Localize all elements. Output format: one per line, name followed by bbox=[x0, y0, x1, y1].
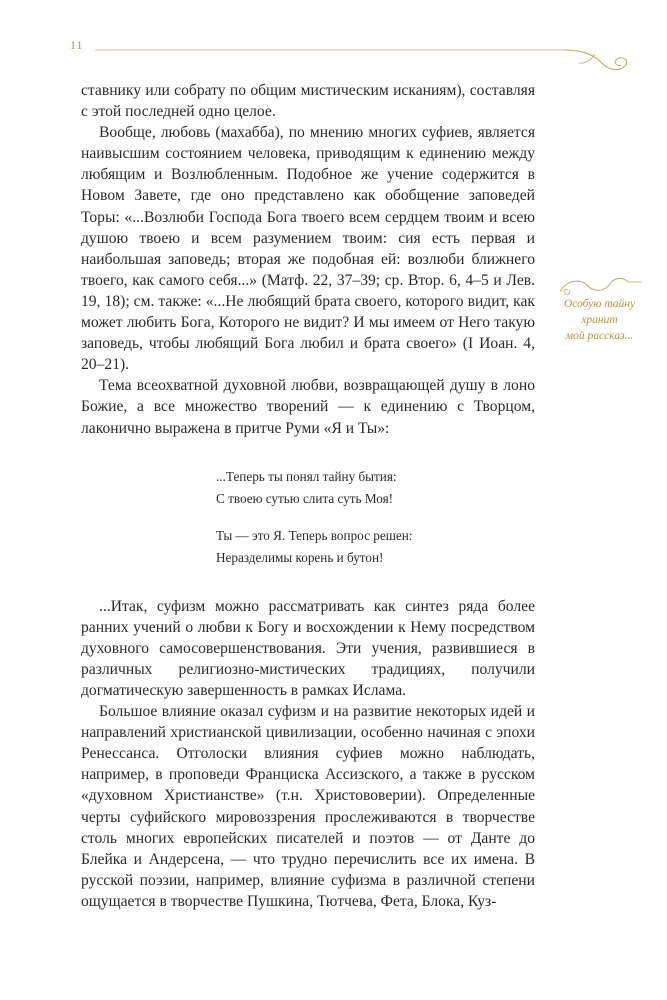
paragraph: ставнику или собрату по общим мистическим исканиям), составляя с этой последней одно целое. bbox=[81, 82, 535, 121]
main-text bbox=[81, 80, 535, 912]
paragraph: Большое влияние оказал суфизм и на развитие некоторых идей и направлений христианской цивилизации, особенно начиная с эпохи Ренессанса. Отголоски влияния суфиев можно наблюдать, например, в проповеди Франциска Ассизского, а также в русском «духовном Христианстве» (т.н. Христововерии). Определенные черты суфийского мировоззрения прослеживаются в творчестве столь многих европейских писателей и поэтов — от Данте до Блейка и Андерсена, — что трудно перечислить все их имена. В русской поэзии, например, влияние суфизма в различной степени ощущается в творчестве Пушкина, Тютчева, Фета, Блока, Куз- bbox=[81, 703, 535, 910]
poem-stanza bbox=[216, 525, 535, 570]
page-number: 11 bbox=[70, 38, 84, 52]
margin-note-line: мой рассказ... bbox=[565, 330, 634, 342]
margin-note bbox=[552, 296, 647, 344]
poem-stanza bbox=[216, 466, 535, 511]
margin-note-line: Особую тайну bbox=[563, 298, 636, 310]
paragraph: Вообще, любовь (махабба), по мнению многих суфиев, является наивысшим состоянием человека, приводящим к единению между любящим и Возлюбленным. Подобное же учение содержится в Новом Завете, где оно представлено как обобщение заповедей Торы: «...Возлюби Господа Бога твоего всем сердцем твоим и всею душою твоею и всем разумением твоим: сия есть первая и наибольшая заповедь; вторая же подобная ей: возлюби ближнего твоего, как самого себя...» (Матф. 22, 37–39; ср. Втор. 6, 4–5 и Лев. 19, 18); см. также: «...Не любящий брата своего, которого видит, как может любить Бога, Которого не видит? И мы имеем от Него такую заповедь, чтобы любящий Бога любил и брата своего» (I Иоан. 4, 20–21). bbox=[81, 124, 535, 374]
poem-line: Неразделимы корень и бутон! bbox=[216, 550, 384, 566]
poem-line: С твоею сутью слита суть Моя! bbox=[216, 491, 394, 507]
paragraph: ...Итак, суфизм можно рассматривать как синтез ряда более ранних учений о любви к Богу и восхождении к Нему посредством духовного самосовершенствования. Эти учения, развившиеся в различных религиозно-мистических традициях, получили догматическую завершенность в рамках Ислама. bbox=[81, 597, 535, 699]
paragraph: Тема всеохватной духовной любви, возвращающей душу в лоно Божие, а все множество творений — к единению с Творцом, лаконично выражена в притче Руми «Я и Ты»: bbox=[81, 377, 535, 437]
poem-line: Ты — это Я. Теперь вопрос решен: bbox=[216, 527, 413, 543]
margin-note-line: хранит bbox=[581, 314, 618, 326]
poem-line: ...Теперь ты понял тайну бытия: bbox=[216, 468, 397, 484]
poem-quote bbox=[216, 466, 535, 570]
